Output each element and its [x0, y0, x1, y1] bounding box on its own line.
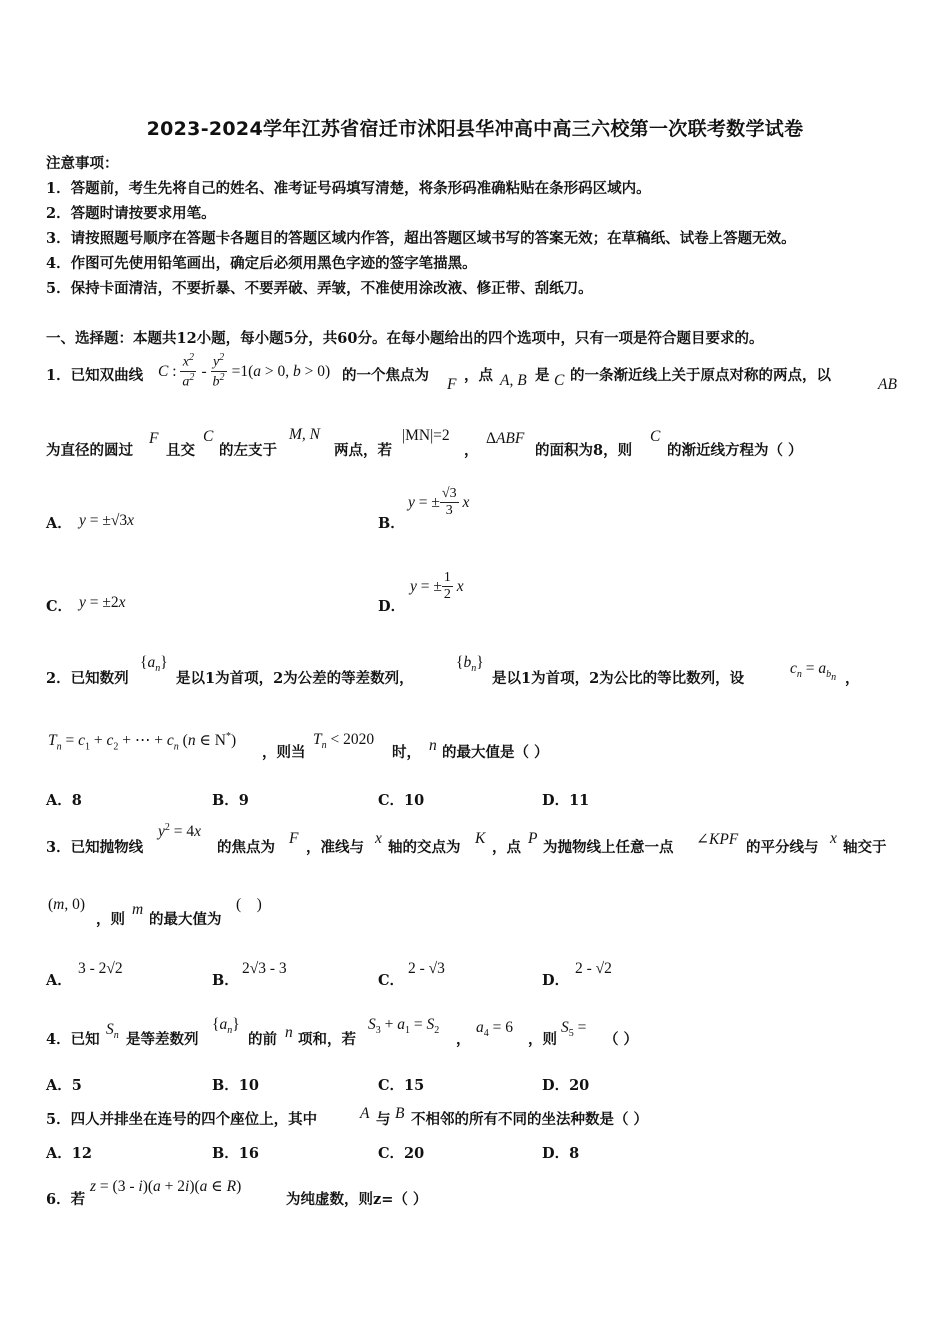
q3-option-d[interactable]: D．: [542, 972, 570, 989]
q3-text: ，点: [492, 839, 521, 856]
q2-text: 2．已知数列: [46, 670, 129, 687]
q5-math: B: [395, 1105, 405, 1122]
q1-math: C: [650, 428, 661, 445]
q1-text: ，: [464, 442, 479, 459]
q1-option-d-formula: y = ± $\frac{1}{2}$ x: [410, 570, 464, 603]
q2-text: ，则当: [262, 744, 306, 761]
q5-option-c[interactable]: C．20: [378, 1145, 425, 1162]
q3-math: (m, 0): [48, 896, 86, 913]
q1-math: M, N: [289, 426, 320, 443]
q1-text: 的一个焦点为: [342, 367, 429, 384]
q3-option-c-formula: 2 - √3: [408, 960, 445, 977]
q3-text: 轴交于: [843, 839, 887, 856]
q1-option-a[interactable]: A．: [46, 515, 72, 532]
q1-math: ΔABF: [486, 430, 525, 447]
q2-math: $c_n = a_{b_n}$: [790, 660, 837, 684]
q2-text: 的最大值是（ ）: [442, 744, 549, 761]
notice-item: 2．答题时请按要求用笔。: [46, 205, 216, 222]
q3-text: 轴的交点为: [388, 839, 461, 856]
q1-text: 的左支于: [219, 442, 277, 459]
q4-option-b[interactable]: B．10: [212, 1077, 259, 1094]
q4-math: $a_4 = 6$: [476, 1019, 513, 1040]
q1-hyperbola-formula: C : $\frac{x^2}{a^2}$ - $\frac{y^2}{b^2}$ =1(a > 0, b > 0): [158, 352, 331, 390]
q1-math: F: [149, 430, 159, 447]
q4-text: 项和，若: [298, 1031, 356, 1048]
q3-text: 的焦点为: [217, 839, 275, 856]
q2-text: 是以1为首项，2为公差的等差数列，: [176, 670, 414, 687]
q2-option-c[interactable]: C．10: [378, 792, 425, 809]
q1-option-c-formula: y = ±2x: [79, 594, 126, 611]
q1-text: 1．已知双曲线: [46, 367, 144, 384]
q6-complex-formula: z = (3 - i)(a + 2i)(a ∈ R): [90, 1178, 242, 1195]
q1-math: |MN|=2: [402, 427, 450, 444]
q3-math: x: [375, 830, 382, 847]
q4-math: $S_n$: [106, 1021, 119, 1042]
q6-text: 为纯虚数，则z=（ ）: [286, 1191, 428, 1208]
q3-parabola-formula: $y^2 = 4x$: [158, 822, 202, 841]
q1-text: 且交: [166, 442, 195, 459]
q4-option-c[interactable]: C．15: [378, 1077, 425, 1094]
q1-text: 是: [535, 367, 550, 384]
q1-option-c[interactable]: C．: [46, 598, 73, 615]
q1-text: 两点，若: [334, 442, 392, 459]
q1-math: C: [203, 428, 214, 445]
q1-option-b[interactable]: B．: [378, 515, 405, 532]
q3-text: 的平分线与: [746, 839, 819, 856]
q5-text: 不相邻的所有不同的坐法种数是（ ）: [411, 1111, 649, 1128]
q4-text: 的前: [248, 1031, 277, 1048]
q3-option-b[interactable]: B．: [212, 972, 239, 989]
q1-text: ，点: [464, 367, 493, 384]
q2-text: ，: [845, 670, 860, 687]
notice-item: 5．保持卡面清洁，不要折暴、不要弄破、弄皱，不准使用涂改液、修正带、刮纸刀。: [46, 280, 593, 297]
q5-option-a[interactable]: A．12: [46, 1145, 92, 1162]
q3-math: m: [132, 901, 144, 918]
q3-math: ( ): [236, 896, 262, 913]
q5-math: A: [360, 1105, 370, 1122]
notice-item: 4．作图可先使用铅笔画出，确定后必须用黑色字迹的签字笔描黑。: [46, 255, 477, 272]
q3-text: 的最大值为: [149, 911, 222, 928]
q5-text: 5．四人并排坐在连号的四个座位上，其中: [46, 1111, 318, 1128]
q3-text: ，则: [96, 911, 125, 928]
q4-text: 是等差数列: [126, 1031, 199, 1048]
q1-math: C: [554, 372, 565, 389]
q3-option-a[interactable]: A．: [46, 972, 72, 989]
q5-option-b[interactable]: B．16: [212, 1145, 259, 1162]
q4-math: n: [285, 1024, 293, 1041]
q4-option-a[interactable]: A．5: [46, 1077, 82, 1094]
q2-math: $T_n < 2020$: [313, 731, 375, 752]
q2-text: 是以1为首项，2为公比的等比数列，设: [492, 670, 745, 687]
q2-sum-formula: $T_n = c_1 + c_2$ + ⋯ + $c_n$ (n ∈ N*): [48, 731, 237, 753]
q1-math: F: [447, 376, 457, 393]
q4-text: ，: [456, 1031, 471, 1048]
q2-math: $\{b_n\}$: [456, 654, 484, 675]
q1-text: 的面积为8，则: [535, 442, 633, 459]
q1-text: 为直径的圆过: [46, 442, 133, 459]
q3-text: 为抛物线上任意一点: [543, 839, 674, 856]
q2-math: n: [429, 737, 437, 754]
q3-option-a-formula: 3 - 2√2: [78, 960, 123, 977]
q1-math: AB: [878, 376, 897, 393]
q4-text: ，则: [528, 1031, 557, 1048]
q3-math: K: [475, 830, 486, 847]
q2-option-b[interactable]: B．9: [212, 792, 249, 809]
q3-math: F: [289, 830, 299, 847]
q3-option-b-formula: 2√3 - 3: [242, 960, 287, 977]
q5-text: 与: [376, 1111, 391, 1128]
section-heading: 一、选择题：本题共12小题，每小题5分，共60分。在每小题给出的四个选项中，只有一项是符合题目要求的。: [46, 330, 764, 347]
q2-option-d[interactable]: D．11: [542, 792, 590, 809]
q3-text: ，准线与: [306, 839, 364, 856]
q1-text: 的一条渐近线上关于原点对称的两点，以: [570, 367, 831, 384]
q1-math: A, B: [500, 372, 527, 389]
q4-math: $S_5$ =: [561, 1019, 587, 1040]
q4-math: $S_3 + a_1 = S_2$: [368, 1016, 440, 1037]
notice-item: 1．答题前，考生先将自己的姓名、准考证号码填写清楚，将条形码准确粘贴在条形码区域内。: [46, 180, 651, 197]
q4-text: （ ）: [604, 1031, 639, 1048]
q3-option-c[interactable]: C．: [378, 972, 405, 989]
q3-math: x: [830, 830, 837, 847]
notice-heading: 注意事项：: [46, 155, 119, 172]
q4-text: 4．已知: [46, 1031, 100, 1048]
q1-text: 的渐近线方程为（ ）: [667, 442, 803, 459]
q4-math: $\{a_n\}$: [212, 1016, 240, 1037]
q3-text: 3．已知抛物线: [46, 839, 144, 856]
q1-option-a-formula: y = ±√3x: [79, 512, 135, 529]
q2-text: 时，: [392, 744, 421, 761]
q4-option-d[interactable]: D．20: [542, 1077, 590, 1094]
q2-option-a[interactable]: A．8: [46, 792, 82, 809]
page-title: 2023-2024学年江苏省宿迁市沭阳县华冲高中高三六校第一次联考数学试卷: [146, 118, 804, 140]
q1-option-d[interactable]: D．: [378, 598, 406, 615]
q3-option-d-formula: 2 - √2: [575, 960, 612, 977]
q1-option-b-formula: y = ± $\frac{√3}{3}$ x: [408, 486, 470, 519]
q6-text: 6．若: [46, 1191, 86, 1208]
q3-math: ∠KPF: [696, 831, 739, 848]
q5-option-d[interactable]: D．8: [542, 1145, 580, 1162]
q2-math: $\{a_n\}$: [140, 654, 168, 675]
q3-math: P: [528, 830, 538, 847]
notice-item: 3．请按照题号顺序在答题卡各题目的答题区域内作答，超出答题区域书写的答案无效；在草稿纸、试卷上答题无效。: [46, 230, 796, 247]
